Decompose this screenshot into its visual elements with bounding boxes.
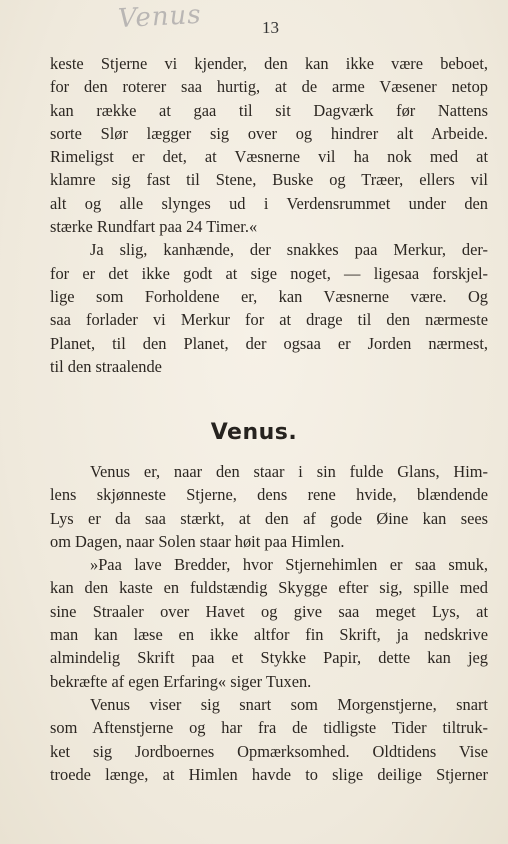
text-line: klamre sig fast til Stene, Buske og Træer, ellers vil [50, 170, 488, 190]
body-text-section-2 [50, 460, 488, 786]
text-line: lens skjønneste Stjerne, dens rene hvide, blændende [50, 485, 488, 505]
text-line: for er det ikke godt at sige noget, — ligesaa forskjel- [50, 263, 488, 283]
text-line: bekræfte af egen Erfaring« siger Tuxen. [50, 671, 312, 691]
text-line: Lys er da saa stærkt, at den af gode Øine kan sees [50, 508, 488, 528]
text-line: »Paa lave Bredder, hvor Stjernehimlen er saa smuk, [90, 555, 488, 575]
text-line: Rimeligst er det, at Væsnerne vil ha nok med at [50, 147, 488, 167]
text-line: til den straalende [50, 356, 162, 376]
text-line: alt og alle slynges ud i Verdensrummet under den [50, 193, 488, 213]
text-line: sine Straaler over Havet og give saa meget Lys, at [50, 601, 488, 621]
text-line: man kan læse en ikke altfor fin Skrift, ja nedskrive [50, 625, 488, 645]
body-text-section-1 [50, 52, 488, 378]
text-line: ket sig Jordboernes Opmærksomhed. Oldtidens Vise [50, 741, 488, 761]
text-line: kan række at gaa til sit Dagværk før Nattens [50, 100, 488, 120]
text-line: lige som Forholdene er, kan Væsnerne være. Og [50, 286, 488, 306]
text-line: stærke Rundfart paa 24 Timer.« [50, 217, 258, 237]
text-line: Planet, til den Planet, der ogsaa er Jorden nærmest, [50, 333, 488, 353]
text-line: som Aftenstjerne og har fra de tidligste Tider tiltruk- [50, 718, 488, 738]
text-line: Venus er, naar den staar i sin fulde Glans, Him- [90, 462, 488, 481]
text-line: saa forlader vi Merkur for at drage til den nærmeste [50, 310, 488, 330]
section-heading: Venus. [210, 420, 298, 445]
text-line: sorte Slør lægger sig over og hindrer alt Arbeide. [50, 123, 488, 143]
text-line: om Dagen, naar Solen staar høit paa Himlen. [50, 531, 345, 551]
handwritten-margin-note: Venus [117, 0, 203, 35]
page-number: 13 [262, 18, 279, 37]
text-line: keste Stjerne vi kjender, den kan ikke være beboet, [50, 54, 488, 73]
text-line: Ja slig, kanhænde, der snakkes paa Merkur, der- [90, 240, 488, 260]
text-line: Venus viser sig snart som Morgenstjerne, snart [90, 694, 488, 714]
text-line: almindelig Skrift paa et Stykke Papir, dette kan jeg [50, 648, 488, 668]
text-line: troede længe, at Himlen havde to slige deilige Stjerner [50, 764, 488, 784]
text-line: for den roterer saa hurtig, at de arme Væsener netop [50, 77, 488, 97]
text-line: kan den kaste en fuldstændig Skygge efter sig, spille med [50, 578, 488, 598]
